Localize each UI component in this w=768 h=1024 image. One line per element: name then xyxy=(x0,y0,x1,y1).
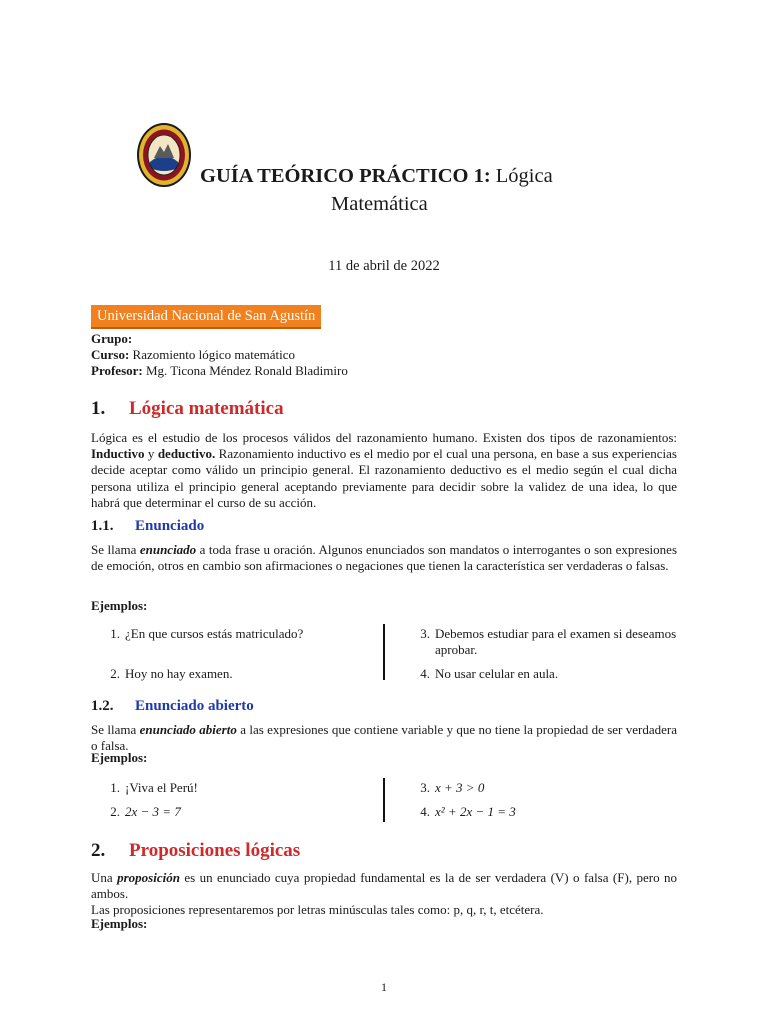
list-item: 2. 2x − 3 = 7 xyxy=(110,804,181,819)
term-inductivo: Inductivo xyxy=(91,446,145,462)
title-second-line: Matemática xyxy=(331,193,428,215)
subsection12-paragraph: Se llama enunciado abierto a las expresiones que contiene variable y que no tiene la propiedad de ser verdadera o falsa. xyxy=(91,722,677,754)
list-item: 3. x + 3 > 0 xyxy=(420,780,485,795)
section2-paragraph: Una proposición es un enunciado cuya propiedad fundamental es la de ser verdadera (V) o falsa (F), pero no ambos. xyxy=(91,870,678,902)
grupo-label: Grupo: xyxy=(91,331,133,346)
examples-label: Ejemplos: xyxy=(91,916,148,931)
university-seal-logo xyxy=(136,122,192,188)
term-proposicion: proposición xyxy=(117,870,180,885)
section-title: Lógica matemática xyxy=(129,398,284,419)
term-enunciado-abierto: enunciado abierto xyxy=(139,722,237,737)
examples-label: Ejemplos: xyxy=(91,598,148,613)
section-heading-proposiciones: 2. Proposiciones lógicas xyxy=(91,840,301,861)
list-item: 4. No usar celular en aula. xyxy=(420,666,559,681)
section2-paragraph-2: Las proposiciones representaremos por letras minúsculas tales como: p, q, r, t, etcétera. xyxy=(91,902,544,917)
title-bold-part: GUÍA TEÓRICO PRÁCTICO 1: xyxy=(200,165,491,187)
section-number: 1. xyxy=(91,398,106,419)
term-deductivo: deductivo. xyxy=(157,446,216,462)
list-item: 3. Debemos estudiar para el examen si deseamos aprobar. xyxy=(420,626,677,657)
university-badge: Universidad Nacional de San Agustín xyxy=(91,305,321,329)
document-date: 11 de abril de 2022 xyxy=(328,258,440,274)
curso-value: Razomiento lógico matemático xyxy=(132,347,295,362)
column-divider xyxy=(383,624,385,680)
list-item: 1. ¡Viva el Perú! xyxy=(110,780,198,795)
document-title xyxy=(200,162,680,218)
course-info xyxy=(91,331,348,379)
profesor-label: Profesor: xyxy=(91,363,143,378)
examples-label: Ejemplos: xyxy=(91,750,148,765)
subsection-heading-enunciado-abierto: 1.2. Enunciado abierto xyxy=(91,698,254,714)
subsection-heading-enunciado: 1.1. Enunciado xyxy=(91,518,205,534)
page-number: 1 xyxy=(381,980,387,994)
term-enunciado: enunciado xyxy=(139,542,197,557)
column-divider xyxy=(383,778,385,822)
list-item: 2. Hoy no hay examen. xyxy=(110,666,233,681)
title-rest-part: Lógica xyxy=(495,165,553,187)
subsection11-paragraph: Se llama enunciado a toda frase u oración. Algunos enunciados son mandatos o interrogantes o son expresiones de emoción, otros en cambio son afirmaciones o negaciones que tienen la característica ser verdaderas o falsas. xyxy=(91,542,678,574)
list-item: 1. ¿En que cursos estás matriculado? xyxy=(110,626,304,641)
section-heading-logica xyxy=(91,398,284,420)
list-item: 4. x² + 2x − 1 = 3 xyxy=(420,804,516,819)
profesor-value: Mg. Ticona Méndez Ronald Bladimiro xyxy=(145,363,348,378)
section1-paragraph: Lógica es el estudio de los procesos válidos del razonamiento humano. Existen dos tipos de razonamientos: Inductivo y deductivo. Razonamiento inductivo es el medio por el cual una persona, en base a sus experiencias decide aceptar como válido un principio general. El razonamiento deductivo es el medio según el cual dicha persona utiliza el principio general aceptando previamente para decidir sobre la validez de una idea, lo que habrá que determinar el curso de su acción. xyxy=(91,430,677,510)
curso-label: Curso: xyxy=(91,347,130,362)
